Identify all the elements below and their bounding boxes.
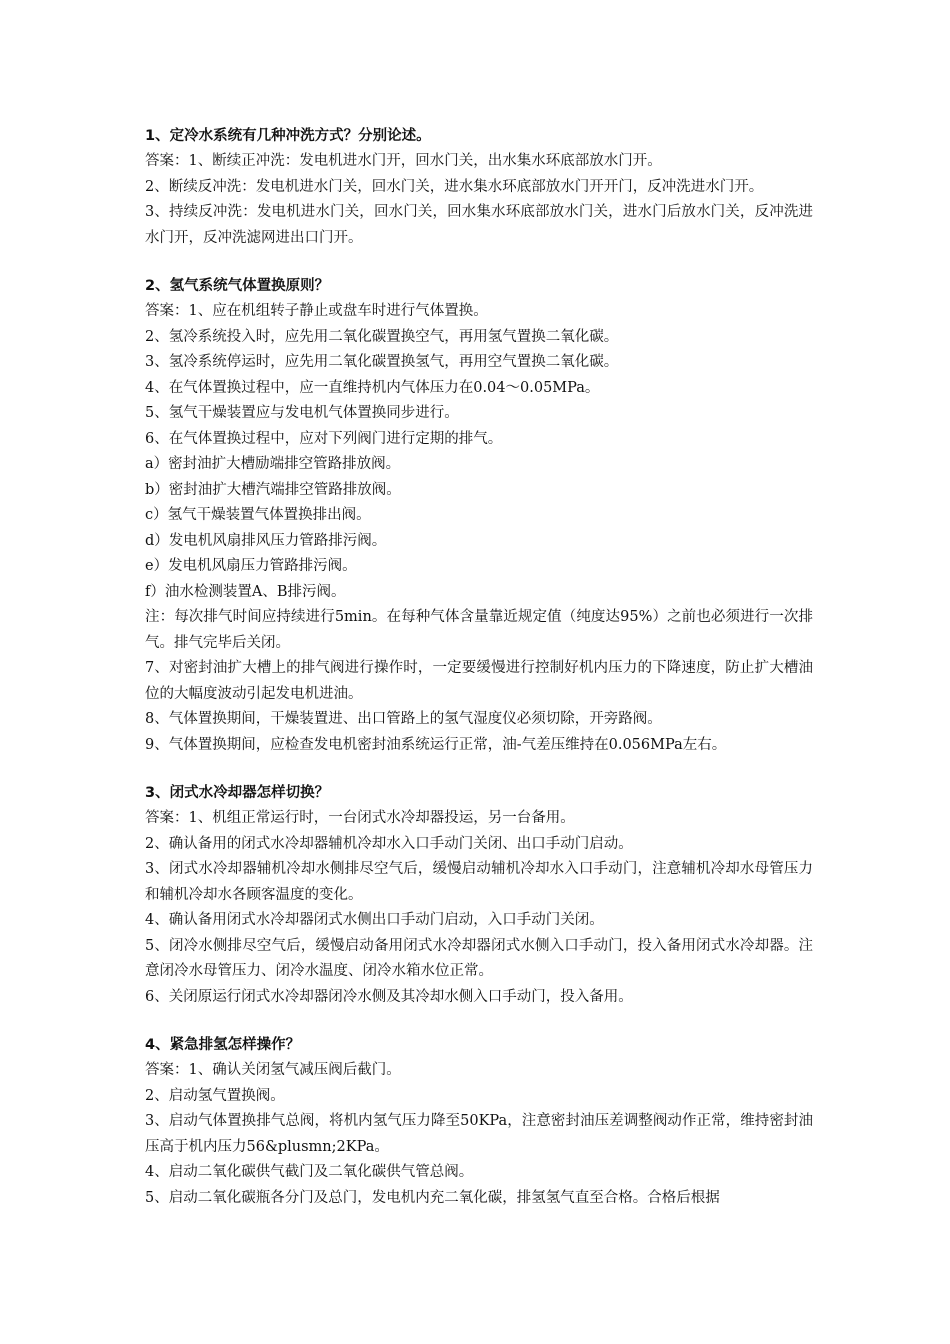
answer-paragraph: 6、在气体置换过程中，应对下列阀门进行定期的排气。 (145, 430, 503, 447)
answer-paragraph: 4、在气体置换过程中，应一直维持机内气体压力在0.04～0.05MPa。 (145, 379, 600, 396)
answer-list-item: a）密封油扩大槽励端排空管路排放阀。 (145, 456, 401, 472)
answer-paragraph: 答案：1、机组正常运行时，一台闭式水冷却器投运，另一台备用。 (145, 810, 575, 826)
answer-paragraph: 2、断续反冲洗：发电机进水门关，回水门关，进水集水环底部放水门开开门，反冲洗进水门开。 (145, 178, 764, 195)
answer-paragraph: 3、持续反冲洗：发电机进水门关，回水门关，回水集水环底部放水门关，进水门后放水门关，反冲洗进水门开，反冲洗滤网进出口门开。 (145, 204, 813, 246)
answer-paragraph: 3、氢冷系统停运时，应先用二氧化碳置换氢气，再用空气置换二氧化碳。 (145, 354, 619, 370)
answer-paragraph: 5、闭冷水侧排尽空气后，缓慢启动备用闭式水冷却器闭式水侧入口手动门，投入备用闭式水冷却器。注意闭冷水母管压力、闭冷水温度、闭冷水箱水位正常。 (145, 937, 813, 979)
question-title: 2、氢气系统气体置换原则？ (145, 278, 330, 294)
answer-paragraph: 答案：1、确认关闭氢气减压阀后截门。 (145, 1062, 401, 1078)
answer-paragraph: 3、启动气体置换排气总阀，将机内氢气压力降至50KPa，注意密封油压差调整阀动作正常，维持密封油压高于机内压力56&plusmn;2KPa。 (145, 1113, 813, 1155)
answer-note: 注：每次排气时间应持续进行5min。在每种气体含量靠近规定值（纯度达95%）之前也必须进行一次排气。排气完毕后关闭。 (145, 609, 813, 651)
question-3 (145, 781, 813, 1010)
answer-list-item: e）发电机风扇压力管路排污阀。 (145, 558, 357, 574)
answer-list-item: f）油水检测装置A、B排污阀。 (145, 583, 346, 600)
answer-paragraph: 答案：1、应在机组转子静止或盘车时进行气体置换。 (145, 303, 488, 319)
question-2 (145, 274, 813, 758)
question-title: 3、闭式水冷却器怎样切换？ (145, 785, 330, 801)
question-title: 1、定冷水系统有几种冲洗方式？分别论述。 (145, 128, 431, 144)
question-title: 4、紧急排氢怎样操作？ (145, 1037, 301, 1053)
answer-paragraph: 5、启动二氧化碳瓶各分门及总门，发电机内充二氧化碳，排氢氢气直至合格。合格后根据 (145, 1189, 720, 1206)
answer-paragraph: 8、气体置换期间，干燥装置进、出口管路上的氢气湿度仪必须切除，开旁路阀。 (145, 711, 662, 727)
answer-paragraph: 2、氢冷系统投入时，应先用二氧化碳置换空气，再用氢气置换二氧化碳。 (145, 328, 619, 345)
answer-paragraph: 5、氢气干燥装置应与发电机气体置换同步进行。 (145, 405, 459, 421)
answer-paragraph: 2、启动氢气置换阀。 (145, 1087, 285, 1104)
answer-paragraph: 4、启动二氧化碳供气截门及二氧化碳供气管总阀。 (145, 1164, 474, 1180)
answer-list-item: b）密封油扩大槽汽端排空管路排放阀。 (145, 481, 401, 498)
answer-paragraph: 3、闭式水冷却器辅机冷却水侧排尽空气后，缓慢启动辅机冷却水入口手动门，注意辅机冷却水母管压力和辅机冷却水各顾客温度的变化。 (145, 861, 813, 903)
answer-paragraph: 2、确认备用的闭式水冷却器辅机冷却水入口手动门关闭、出口手动门启动。 (145, 835, 633, 852)
document-page (145, 124, 813, 1234)
answer-paragraph: 答案：1、断续正冲洗：发电机进水门开，回水门关，出水集水环底部放水门开。 (145, 153, 662, 169)
answer-paragraph: 6、关闭原运行闭式水冷却器闭冷水侧及其冷却水侧入口手动门，投入备用。 (145, 988, 633, 1005)
answer-list-item: c）氢气干燥装置气体置换排出阀。 (145, 507, 371, 523)
answer-paragraph: 7、对密封油扩大槽上的排气阀进行操作时，一定要缓慢进行控制好机内压力的下降速度，防止扩大槽油位的大幅度波动引起发电机进油。 (145, 660, 813, 702)
answer-list-item: d）发电机风扇排风压力管路排污阀。 (145, 532, 387, 549)
answer-paragraph: 4、确认备用闭式水冷却器闭式水侧出口手动门启动，入口手动门关闭。 (145, 912, 604, 928)
question-4 (145, 1033, 813, 1211)
answer-paragraph: 9、气体置换期间，应检查发电机密封油系统运行正常，油-气差压维持在0.056MPa左右。 (145, 736, 727, 753)
question-1 (145, 124, 813, 251)
